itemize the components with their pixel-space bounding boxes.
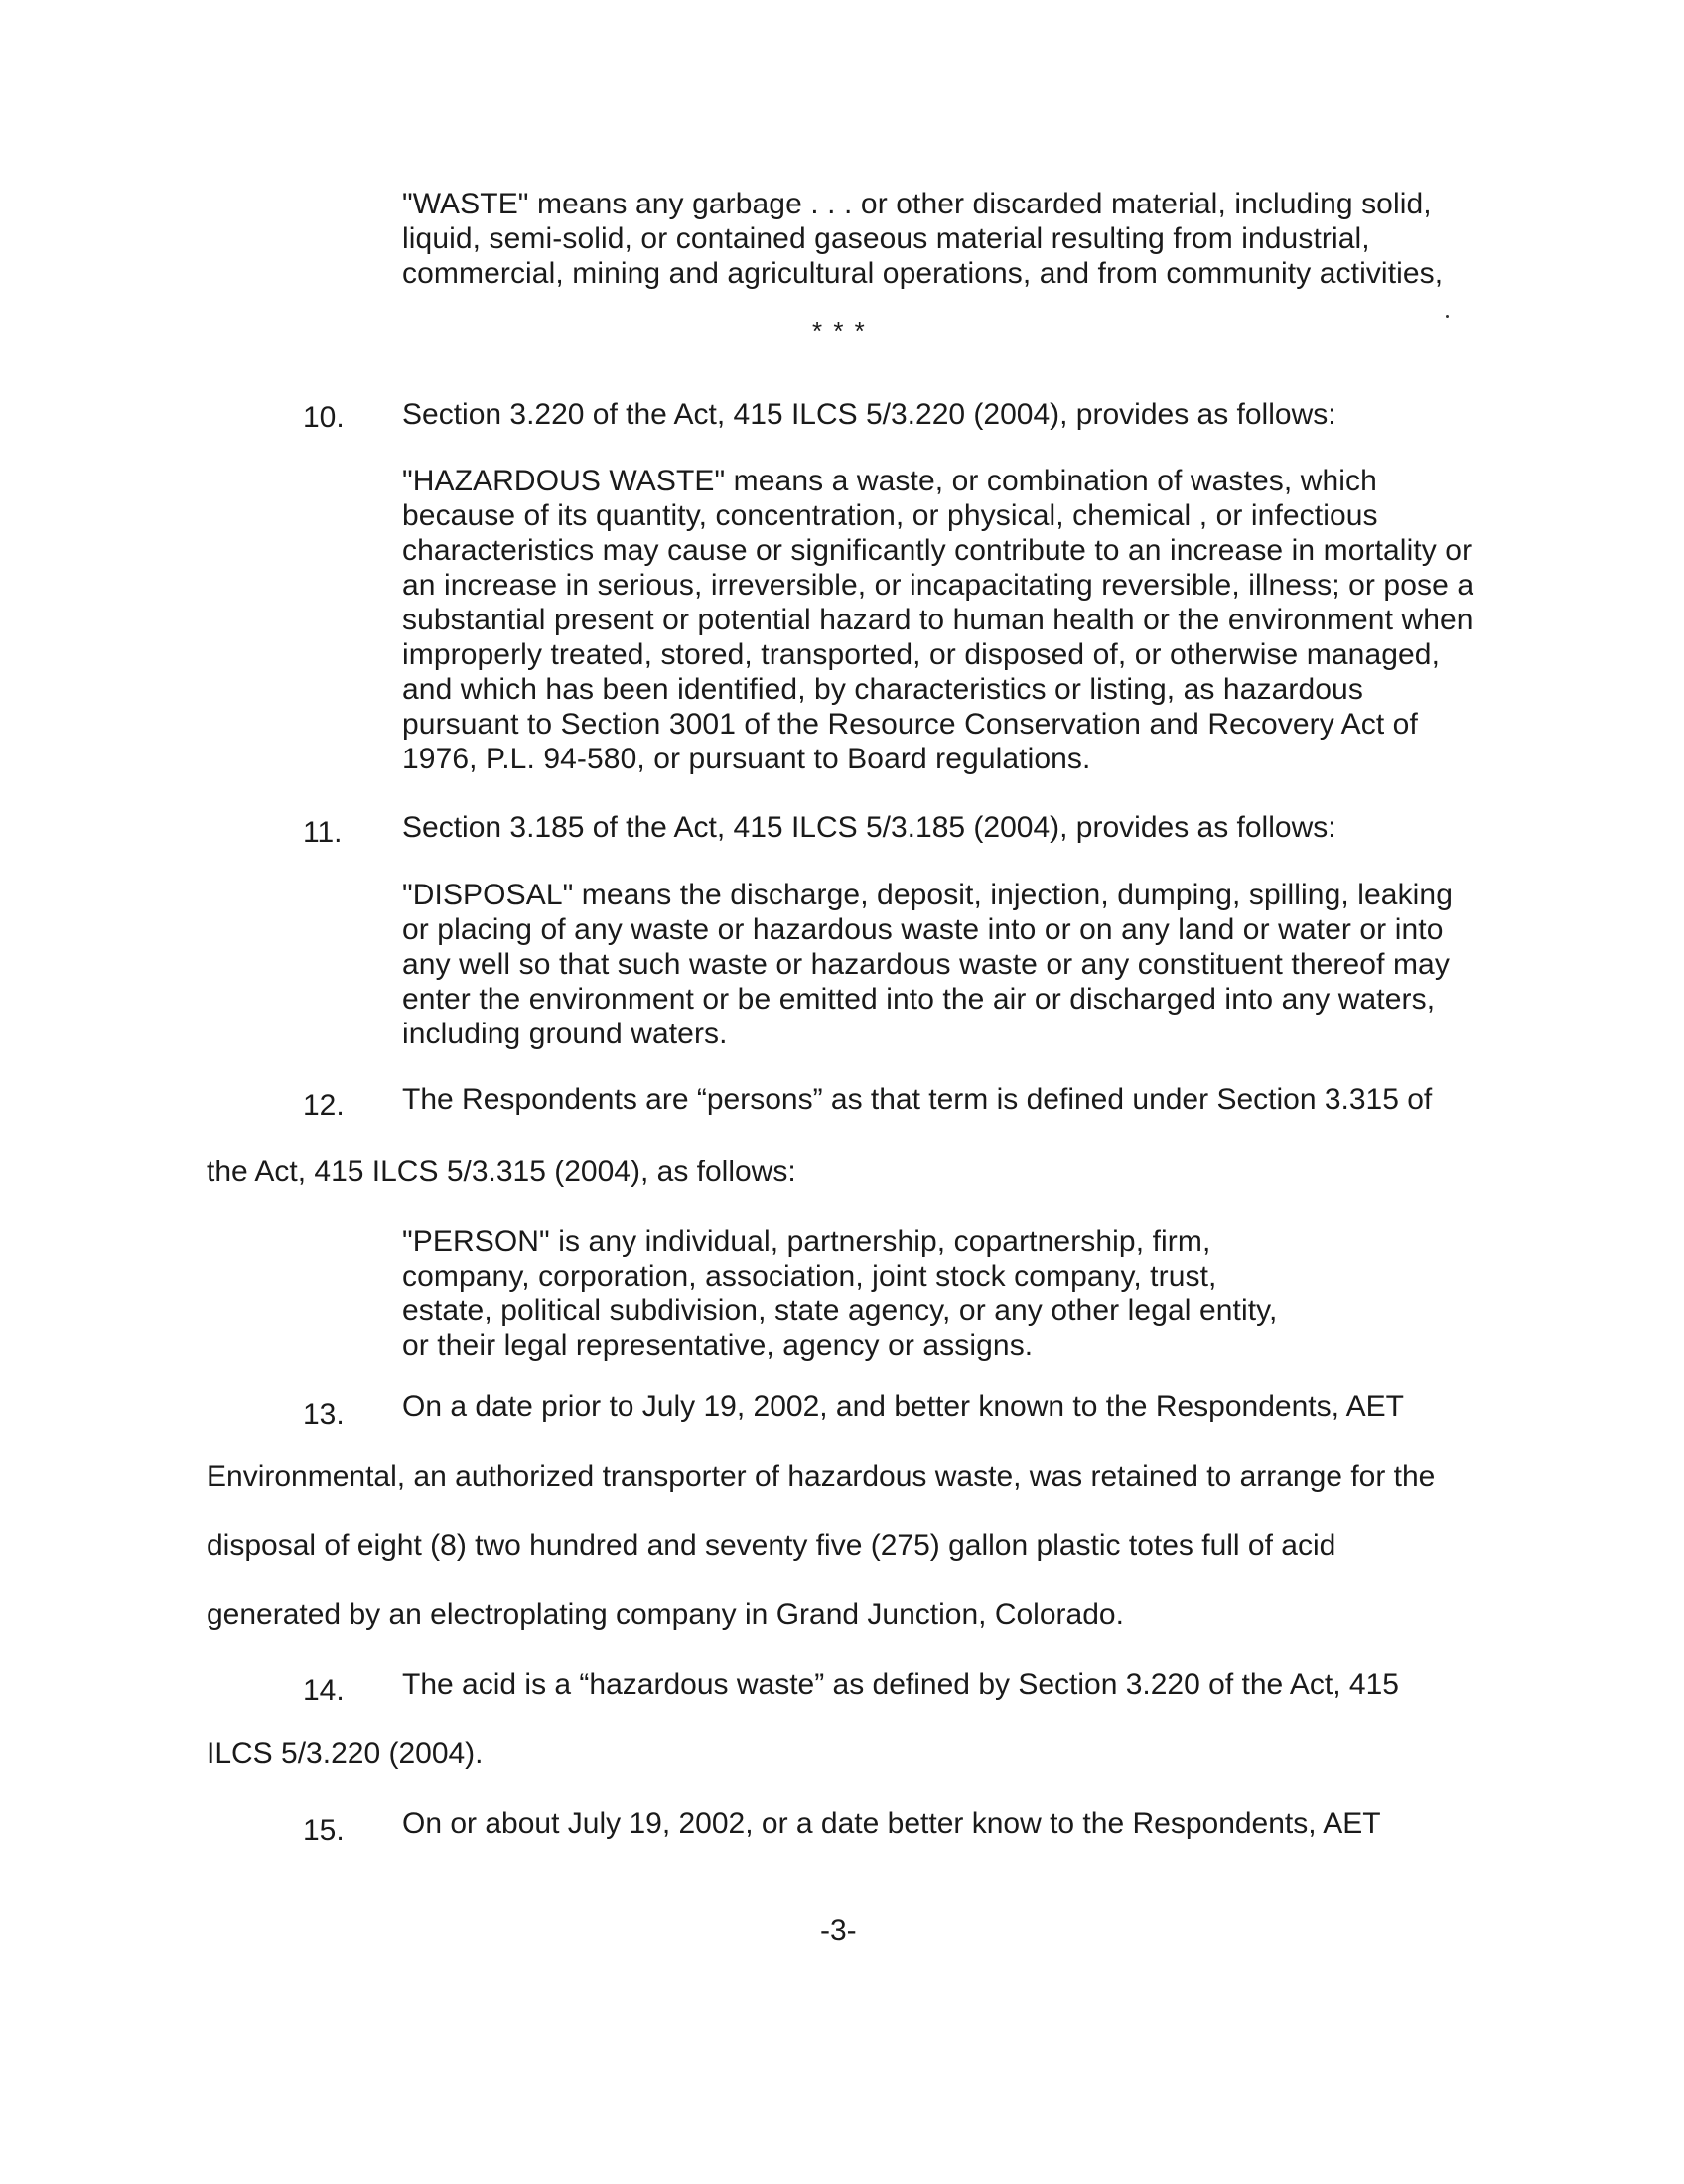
quote-line: or placing of any waste or hazardous waste into or on any land or water or into — [402, 913, 1444, 946]
quote-line: or their legal representative, agency or assigns. — [402, 1329, 1034, 1362]
quote-line: pursuant to Section 3001 of the Resource Conservation and Recovery Act of — [402, 708, 1418, 741]
paragraph-12-text: The Respondents are “persons” as that term is defined under Section 3.315 of — [402, 1083, 1433, 1116]
quote-line: characteristics may cause or significantly contribute to an increase in mortality or — [402, 534, 1473, 567]
quote-line: estate, political subdivision, state agency, or any other legal entity, — [402, 1295, 1278, 1327]
scan-speck — [1446, 315, 1449, 318]
quote-line: an increase in serious, irreversible, or incapacitating reversible, illness; or pose a — [402, 569, 1474, 602]
paragraph-10-text: Section 3.220 of the Act, 415 ILCS 5/3.220 (2004), provides as follows: — [402, 398, 1336, 431]
quote-line: because of its quantity, concentration, or physical, chemical , or infectious — [402, 499, 1378, 532]
paragraph-number-10: 10. — [303, 401, 345, 434]
paragraph-14-text: The acid is a “hazardous waste” as defined by Section 3.220 of the Act, 415 — [402, 1668, 1399, 1701]
quote-line: "WASTE" means any garbage . . . or other discarded material, including solid, — [402, 188, 1432, 220]
quote-line: company, corporation, association, joint stock company, trust, — [402, 1260, 1217, 1293]
quote-line: "HAZARDOUS WASTE" means a waste, or combination of wastes, which — [402, 465, 1377, 497]
paragraph-12-continuation: the Act, 415 ILCS 5/3.315 (2004), as follows: — [207, 1156, 796, 1188]
quote-line: commercial, mining and agricultural operations, and from community activities, — [402, 257, 1444, 290]
paragraph-number-15: 15. — [303, 1814, 345, 1846]
quote-line: liquid, semi-solid, or contained gaseous material resulting from industrial, — [402, 222, 1370, 255]
quote-line: any well so that such waste or hazardous waste or any constituent thereof may — [402, 948, 1450, 981]
paragraph-number-14: 14. — [303, 1674, 345, 1706]
quote-line: improperly treated, stored, transported, or disposed of, or otherwise managed, — [402, 638, 1441, 671]
paragraph-13-continuation: generated by an electroplating company in Grand Junction, Colorado. — [207, 1598, 1124, 1631]
paragraph-number-12: 12. — [303, 1089, 345, 1122]
quote-line: and which has been identified, by characteristics or listing, as hazardous — [402, 673, 1363, 706]
paragraph-13-text: On a date prior to July 19, 2002, and better known to the Respondents, AET — [402, 1390, 1404, 1423]
disposal-definition-quote — [402, 878, 1514, 1051]
paragraph-11-text: Section 3.185 of the Act, 415 ILCS 5/3.185 (2004), provides as follows: — [402, 811, 1336, 844]
omission-separator: * * * — [812, 316, 867, 345]
quote-line: substantial present or potential hazard to human health or the environment when — [402, 604, 1474, 636]
page-number: -3- — [820, 1914, 857, 1947]
quote-line: "DISPOSAL" means the discharge, deposit, injection, dumping, spilling, leaking — [402, 879, 1454, 911]
quote-line: including ground waters. — [402, 1018, 728, 1050]
paragraph-number-13: 13. — [303, 1398, 345, 1431]
quote-line: enter the environment or be emitted into the air or discharged into any waters, — [402, 983, 1436, 1016]
paragraph-13-continuation: Environmental, an authorized transporter of hazardous waste, was retained to arrange for the — [207, 1460, 1436, 1493]
waste-definition-quote — [402, 187, 1514, 291]
quote-line: "PERSON" is any individual, partnership, copartnership, firm, — [402, 1225, 1211, 1258]
person-definition-quote — [402, 1224, 1514, 1363]
paragraph-15-text: On or about July 19, 2002, or a date better know to the Respondents, AET — [402, 1807, 1381, 1840]
paragraph-13-continuation: disposal of eight (8) two hundred and seventy five (275) gallon plastic totes full of acid — [207, 1529, 1336, 1562]
paragraph-14-continuation: ILCS 5/3.220 (2004). — [207, 1737, 484, 1770]
hazardous-waste-definition-quote — [402, 464, 1514, 776]
quote-line: 1976, P.L. 94-580, or pursuant to Board regulations. — [402, 743, 1091, 775]
paragraph-number-11: 11. — [303, 816, 343, 849]
